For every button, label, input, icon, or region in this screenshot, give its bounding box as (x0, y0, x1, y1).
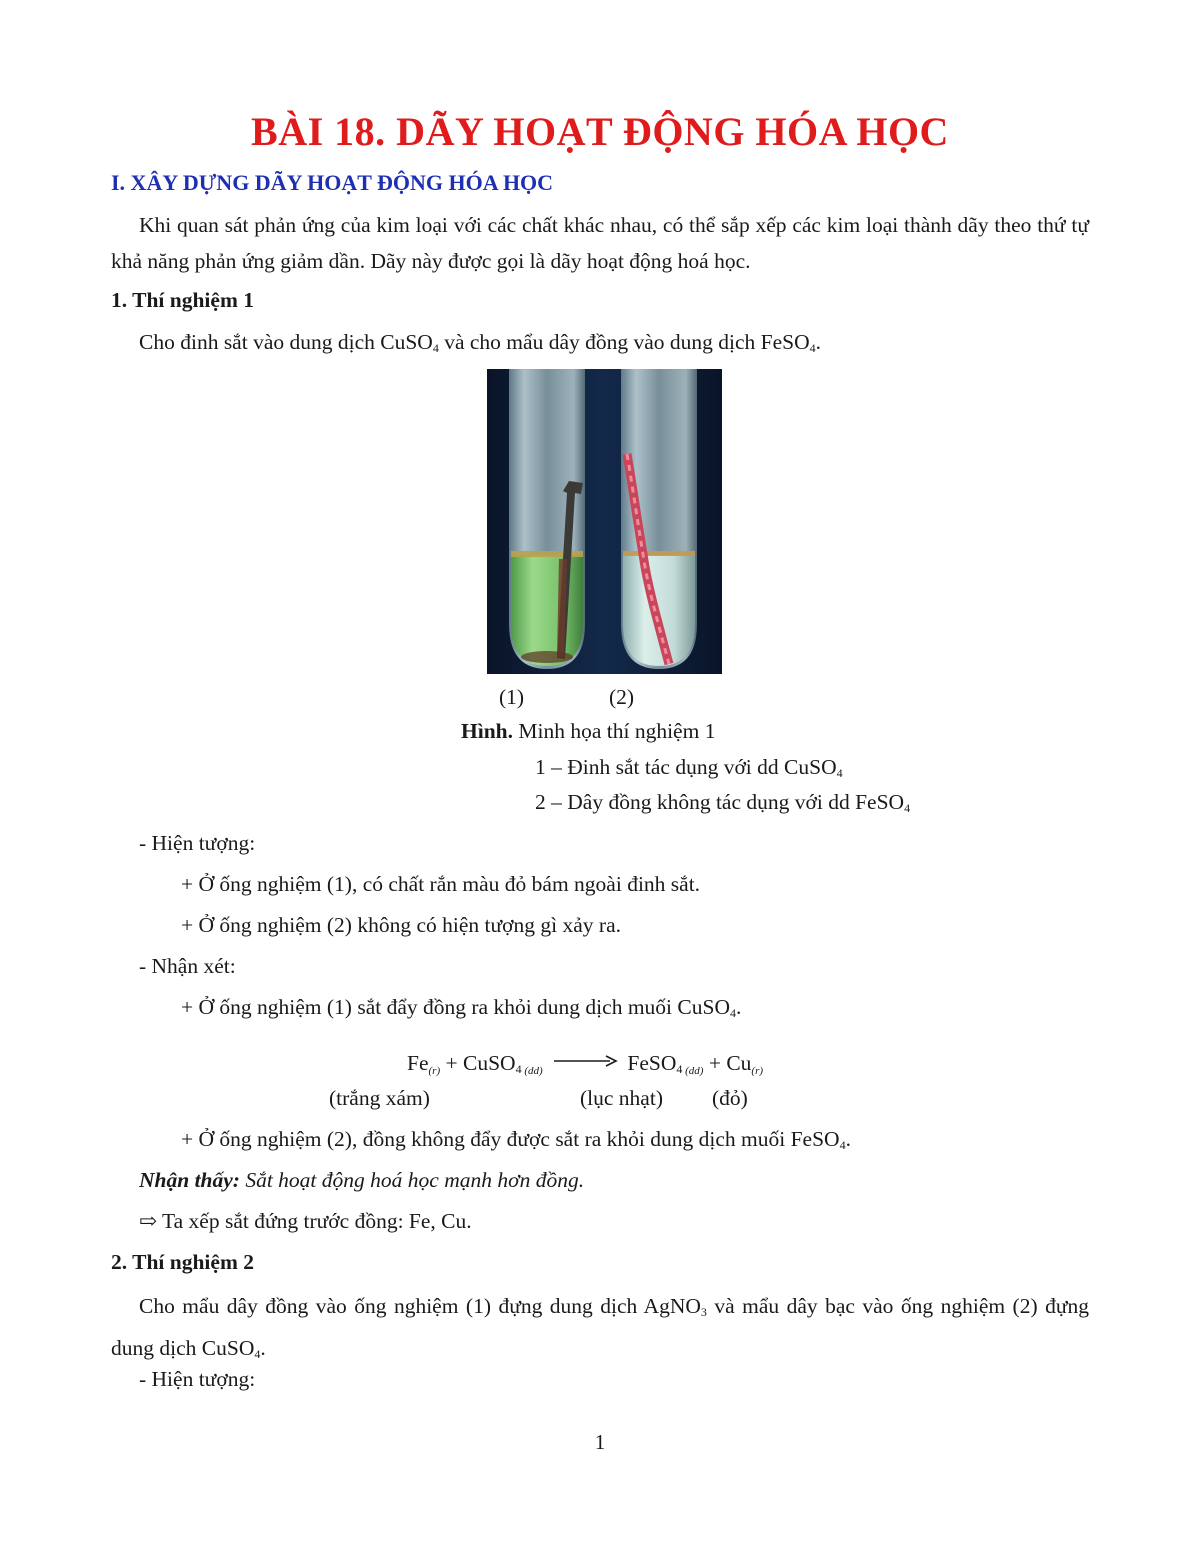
remark-item-2: + Ở ống nghiệm (2), đồng không đẩy được sắt ra khỏi dung dịch muối FeSO$_4$. (181, 1127, 851, 1152)
phenomenon-item-1: + Ở ống nghiệm (1), có chất rắn màu đỏ bám ngoài đinh sắt. (181, 872, 701, 896)
remark-item-1: + Ở ống nghiệm (1) sắt đẩy đồng ra khỏi dung dịch muối CuSO$_4$. (181, 995, 742, 1020)
page-title: BÀI 18. DÃY HOẠT ĐỘNG HÓA HỌC (251, 109, 949, 154)
conclusion: Nhận thấy: Sắt hoạt động hoá học mạnh hơn đồng. (139, 1168, 585, 1192)
figure-caption-line-2: 2 – Dây đồng không tác dụng với dd FeSO$_4$ (535, 790, 911, 815)
figure-label-1: (1) (499, 685, 525, 709)
phenomenon-label: - Hiện tượng: (139, 831, 256, 855)
exp2-phenomenon-label: - Hiện tượng: (139, 1367, 256, 1391)
exp1-description: Cho đinh sắt vào dung dịch CuSO$_4$ và cho mẩu dây đồng vào dung dịch FeSO$_4$. (139, 330, 822, 355)
reaction-arrow-icon (554, 1054, 618, 1068)
intro-paragraph: Khi quan sát phản ứng của kim loại với các chất khác nhau, có thể sắp xếp các kim loại thành dãy theo thứ tự khả năng phản ứng giảm dần. Dãy này được gọi là dãy hoạt động hoá học. (111, 213, 1089, 273)
exp2-description: Cho mẩu dây đồng vào ống nghiệm (1) đựng dung dịch AgNO$_3$ và mẩu dây bạc vào ống nghiệm (2) đựng dung dịch CuSO$_4$. (111, 1294, 1089, 1361)
page-number: 1 (594, 1430, 606, 1454)
equation-note-fe: (trắng xám) (329, 1086, 430, 1110)
equation-note-feso4: (lục nhạt) (580, 1086, 663, 1110)
phenomenon-item-2: + Ở ống nghiệm (2) không có hiện tượng gì xảy ra. (181, 913, 621, 937)
figure-caption: Hình. Minh họa thí nghiệm 1 (461, 719, 716, 743)
experiment-photo (487, 369, 722, 674)
remark-label: - Nhận xét: (139, 954, 236, 978)
exp2-heading: 2. Thí nghiệm 2 (111, 1250, 254, 1274)
exp1-heading: 1. Thí nghiệm 1 (111, 288, 254, 312)
arrow-conclusion: ⇨ Ta xếp sắt đứng trước đồng: Fe, Cu. (139, 1209, 472, 1233)
figure-caption-line-1: 1 – Đinh sắt tác dụng với dd CuSO$_4$ (535, 755, 843, 780)
figure-label-2: (2) (609, 685, 635, 709)
chemical-equation: Fe(r) + CuSO$_4$ (dd) FeSO$_4$ (dd) + Cu(r) (407, 1051, 764, 1077)
section-heading: I. XÂY DỰNG DÃY HOẠT ĐỘNG HÓA HỌC (111, 170, 554, 195)
equation-note-cu: (đỏ) (712, 1086, 748, 1110)
test-tubes-illustration (487, 369, 722, 674)
